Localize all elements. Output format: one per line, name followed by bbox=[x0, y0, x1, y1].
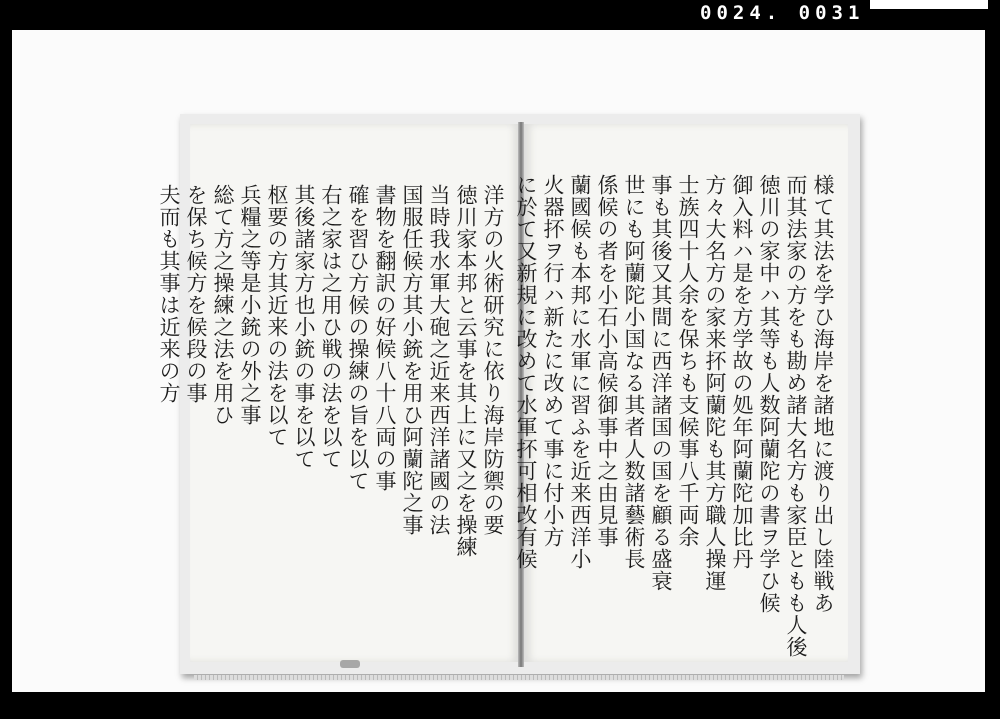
right-page-line: 火器抔ヲ行ハ新たに改めて事に付小方 bbox=[541, 174, 565, 548]
left-page-line: 夫而も其事は近来の方 bbox=[157, 184, 181, 404]
left-page-line: 徳川家本邦と云事を其上に又之を操練 bbox=[454, 184, 478, 558]
open-book bbox=[157, 114, 860, 674]
left-page-line: 洋方の火術研究に依り海岸防禦の要 bbox=[481, 184, 505, 536]
right-page-line: 士族四十人余を保ちも支候事八千両余 bbox=[676, 174, 700, 548]
left-page-line: 枢要の方其近来の法を以て bbox=[265, 184, 289, 448]
right-page-line: 而其法家の方をも勘め諸大名方も家臣ともも人後 bbox=[784, 174, 808, 658]
right-page-line: に於て又新規に改めて水軍抔可相改有候 bbox=[514, 174, 538, 570]
film-corner-mark bbox=[870, 0, 988, 9]
right-page-line: 事も其後又其間に西洋諸国の国を顧る盛衰 bbox=[649, 174, 673, 592]
right-page-line: 係候の者を小石小高候御事中之由見事 bbox=[595, 174, 619, 548]
right-page-line: 徳川の家中ハ其等も人数阿蘭陀の書ヲ学ひ候 bbox=[757, 174, 781, 614]
right-page-line: 御入料ハ是を方学故の処年阿蘭陀加比丹 bbox=[730, 174, 754, 570]
left-page-line: 其後諸家方也小銃の事を以て bbox=[292, 184, 316, 470]
left-page-line: 総て方之操練之法を用ひ bbox=[211, 184, 235, 426]
left-page-line: 書物を翻訳の好候八十八両の事 bbox=[373, 184, 397, 492]
left-page-line: 国服任候方其小銃を用ひ阿蘭陀之事 bbox=[400, 184, 424, 536]
right-page bbox=[514, 124, 848, 662]
right-page-line: 蘭國候も本邦に水軍に習ふを近来西洋小 bbox=[568, 174, 592, 570]
right-page-line: 方々大名方の家来抔阿蘭陀も其方職人操運 bbox=[703, 174, 727, 592]
left-page-line: 兵糧之等是小銃の外之事 bbox=[238, 184, 262, 426]
frame-number-label: 0024. 0031 bbox=[700, 2, 865, 24]
right-page-line: 様て其法を学ひ海岸を諸地に渡り出し陸戦あ bbox=[811, 174, 835, 614]
left-page-line: 確を習ひ方候の操練の旨を以て bbox=[346, 184, 370, 492]
right-page-text bbox=[514, 174, 836, 658]
right-page-line: 世にも阿蘭陀小国なる其者人数諸藝術長 bbox=[622, 174, 646, 570]
left-page bbox=[157, 124, 520, 662]
binding-mark bbox=[340, 660, 360, 668]
page-edges bbox=[194, 675, 844, 680]
left-page-line: 当時我水軍大砲之近来西洋諸國の法 bbox=[427, 184, 451, 536]
left-page-line: 右之家は之用ひ戦の法を以て bbox=[319, 184, 343, 470]
left-page-line: を保ち候方を候段の事 bbox=[184, 184, 208, 404]
left-page-text bbox=[157, 184, 506, 648]
photo-backdrop bbox=[12, 30, 985, 692]
